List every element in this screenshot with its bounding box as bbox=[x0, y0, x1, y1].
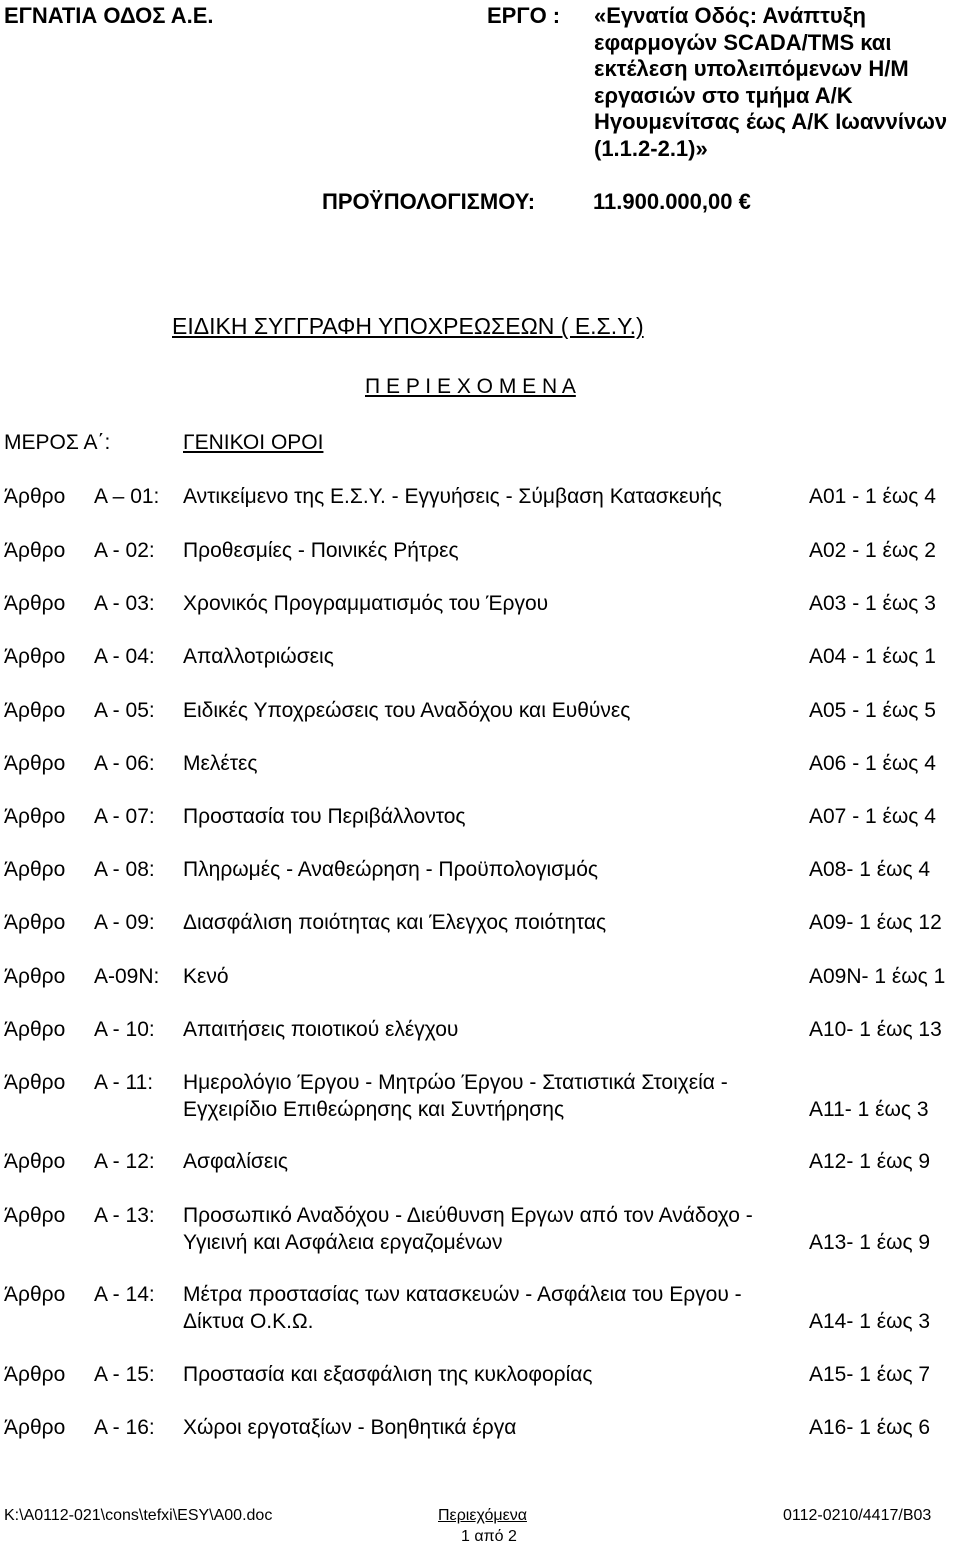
project-title bbox=[594, 2, 948, 161]
project-title-line: εκτέλεση υπολειπόμενων Η/Μ bbox=[594, 56, 909, 81]
article-title bbox=[183, 483, 722, 510]
article-title-line: Χρονικός Προγραμματισμός του Έργου bbox=[183, 592, 549, 615]
article-code: Α - 05: bbox=[94, 699, 155, 722]
article-title-line: Εγχειρίδιο Επιθεώρησης και Συντήρησης bbox=[183, 1097, 565, 1121]
article-pages: Α14- 1 έως 3 bbox=[809, 1309, 931, 1333]
article-row bbox=[0, 1281, 960, 1335]
article-code: Α - 04: bbox=[94, 645, 155, 668]
article-pages: Α11- 1 έως 3 bbox=[809, 1097, 929, 1121]
article-title-line: Απαλλοτριώσεις bbox=[183, 645, 334, 668]
article-code: Α - 08: bbox=[94, 858, 155, 881]
article-word: Άρθρο bbox=[4, 1018, 66, 1041]
article-title-line: Προστασία και εξασφάλιση της κυκλοφορίας bbox=[183, 1363, 593, 1386]
article-word: Άρθρο bbox=[4, 1071, 66, 1094]
project-title-line: εφαρμογών SCADA/TMS και bbox=[594, 29, 892, 55]
article-code: Α - 03: bbox=[94, 592, 155, 615]
article-title-line: Μελέτες bbox=[183, 752, 258, 775]
article-code: Α - 12: bbox=[94, 1150, 155, 1173]
article-title-line: Αντικείμενο της Ε.Σ.Υ. - Εγγυήσεις - Σύμβαση Κατασκευής bbox=[183, 485, 722, 508]
article-pages: Α12- 1 έως 9 bbox=[809, 1150, 931, 1173]
article-row bbox=[0, 1148, 960, 1202]
article-row bbox=[0, 1016, 960, 1070]
article-title bbox=[183, 697, 630, 724]
article-word: Άρθρο bbox=[4, 805, 66, 828]
article-title bbox=[183, 856, 598, 883]
article-title-line: Διασφάλιση ποιότητας και Έλεγχος ποιότητας bbox=[183, 911, 607, 934]
article-row bbox=[0, 1202, 960, 1256]
article-title-line: Ειδικές Υποχρεώσεις του Αναδόχου και Ευθύνες bbox=[183, 699, 631, 722]
article-row bbox=[0, 1414, 960, 1468]
article-word: Άρθρο bbox=[4, 1283, 66, 1306]
article-title-line: Πληρωμές - Αναθεώρηση - Προϋπολογισμός bbox=[183, 858, 599, 881]
article-code: Α - 11: bbox=[94, 1071, 154, 1094]
article-pages: Α16- 1 έως 6 bbox=[809, 1416, 931, 1439]
article-pages: Α06 - 1 έως 4 bbox=[809, 752, 936, 775]
project-title-line: εργασιών στο τμήμα Α/Κ bbox=[594, 82, 853, 108]
article-title bbox=[183, 1361, 593, 1388]
article-title-line: Ασφαλίσεις bbox=[183, 1150, 288, 1173]
article-pages: Α15- 1 έως 7 bbox=[809, 1363, 931, 1386]
article-title-line: Χώροι εργοταξίων - Βοηθητικά έργα bbox=[183, 1416, 517, 1439]
part-label: ΜΕΡΟΣ Α΄: bbox=[4, 431, 111, 454]
article-title bbox=[183, 803, 466, 830]
spec-title: ΕΙΔΙΚΗ ΣΥΓΓΡΑΦΗ ΥΠΟΧΡΕΩΣΕΩΝ ( Ε.Σ.Υ.) bbox=[172, 313, 644, 339]
article-row bbox=[0, 1069, 960, 1123]
article-pages: Α04 - 1 έως 1 bbox=[809, 645, 936, 668]
article-title bbox=[183, 1016, 458, 1043]
article-word: Άρθρο bbox=[4, 858, 66, 881]
article-title-line: Προσωπικό Αναδόχου - Διεύθυνση Εργων από τον Ανάδοχο - bbox=[183, 1204, 753, 1227]
project-label: ΕΡΓΟ : bbox=[487, 3, 561, 28]
article-title-line: Κενό bbox=[183, 965, 229, 988]
article-title-line: Μέτρα προστασίας των κατασκευών - Ασφάλεια του Εργου - bbox=[183, 1283, 742, 1306]
article-title-line: Υγιεινή και Ασφάλεια εργαζομένων bbox=[183, 1230, 503, 1254]
article-row bbox=[0, 643, 960, 697]
article-title bbox=[183, 909, 606, 936]
article-pages: Α13- 1 έως 9 bbox=[809, 1230, 931, 1254]
article-code: Α - 02: bbox=[94, 539, 155, 562]
article-title bbox=[183, 590, 548, 617]
article-title bbox=[183, 1281, 742, 1334]
article-title-line: Ημερολόγιο Έργου - Μητρώο Έργου - Στατιστικά Στοιχεία - bbox=[183, 1071, 728, 1094]
contents-heading: Π Ε Ρ Ι Ε Χ Ο Μ Ε Ν Α bbox=[365, 375, 576, 398]
article-pages: Α09- 1 έως 12 bbox=[809, 911, 942, 934]
article-pages: Α01 - 1 έως 4 bbox=[809, 485, 936, 508]
article-pages: Α07 - 1 έως 4 bbox=[809, 805, 936, 828]
article-title bbox=[183, 963, 229, 990]
article-code: Α-09Ν: bbox=[94, 965, 160, 988]
article-word: Άρθρο bbox=[4, 911, 66, 934]
article-code: Α - 14: bbox=[94, 1283, 155, 1306]
article-row bbox=[0, 750, 960, 804]
article-title-line: Προστασία του Περιβάλλοντος bbox=[183, 805, 466, 828]
article-word: Άρθρο bbox=[4, 485, 66, 508]
article-title-line: Δίκτυα Ο.Κ.Ω. bbox=[183, 1309, 314, 1333]
article-title bbox=[183, 1414, 516, 1441]
article-row bbox=[0, 963, 960, 1017]
article-title bbox=[183, 537, 459, 564]
article-word: Άρθρο bbox=[4, 1204, 66, 1227]
article-row bbox=[0, 803, 960, 857]
article-word: Άρθρο bbox=[4, 592, 66, 615]
article-row bbox=[0, 697, 960, 751]
article-code: Α - 16: bbox=[94, 1416, 155, 1439]
article-title bbox=[183, 1148, 288, 1175]
article-word: Άρθρο bbox=[4, 965, 66, 988]
article-row bbox=[0, 856, 960, 910]
article-row bbox=[0, 1361, 960, 1415]
article-word: Άρθρο bbox=[4, 1363, 66, 1386]
article-row bbox=[0, 537, 960, 591]
article-title bbox=[183, 1069, 728, 1122]
project-title-line: «Εγνατία Οδός: Ανάπτυξη bbox=[594, 3, 866, 28]
article-pages: Α09Ν- 1 έως 1 bbox=[809, 965, 946, 988]
article-pages: Α02 - 1 έως 2 bbox=[809, 539, 936, 562]
article-code: Α - 07: bbox=[94, 805, 155, 828]
article-word: Άρθρο bbox=[4, 699, 66, 722]
footer-section: Περιεχόμενα bbox=[438, 1507, 527, 1524]
budget-label: ΠΡΟΫΠΟΛΟΓΙΣΜΟΥ: bbox=[322, 189, 536, 214]
article-title-line: Απαιτήσεις ποιοτικού ελέγχου bbox=[183, 1018, 459, 1041]
article-code: Α - 13: bbox=[94, 1204, 155, 1227]
article-pages: Α05 - 1 έως 5 bbox=[809, 699, 936, 722]
article-word: Άρθρο bbox=[4, 752, 66, 775]
article-code: Α - 09: bbox=[94, 911, 155, 934]
article-pages: Α08- 1 έως 4 bbox=[809, 858, 931, 881]
article-code: Α – 01: bbox=[94, 485, 160, 508]
part-title: ΓΕΝΙΚΟΙ ΟΡΟΙ bbox=[183, 431, 324, 454]
article-word: Άρθρο bbox=[4, 1150, 66, 1173]
footer-page-number: 1 από 2 bbox=[461, 1528, 517, 1545]
footer-file-path: K:\A0112-021\cons\tefxi\ESY\A00.doc bbox=[4, 1507, 273, 1524]
article-row bbox=[0, 483, 960, 537]
article-code: Α - 10: bbox=[94, 1018, 155, 1041]
article-code: Α - 06: bbox=[94, 752, 155, 775]
article-title bbox=[183, 750, 258, 777]
article-pages: Α03 - 1 έως 3 bbox=[809, 592, 936, 615]
article-word: Άρθρο bbox=[4, 539, 66, 562]
article-row bbox=[0, 909, 960, 963]
project-title-line: Ηγουμενίτσας έως Α/Κ Ιωαννίνων bbox=[594, 109, 948, 134]
organization-name: ΕΓΝΑΤΙΑ ΟΔΟΣ Α.Ε. bbox=[4, 3, 214, 28]
article-title-line: Προθεσμίες - Ποινικές Ρήτρες bbox=[183, 539, 459, 562]
article-title bbox=[183, 643, 334, 670]
article-title bbox=[183, 1202, 753, 1255]
article-row bbox=[0, 590, 960, 644]
footer-doc-code: 0112-0210/4417/Β03 bbox=[783, 1507, 932, 1524]
budget-value: 11.900.000,00 € bbox=[593, 189, 751, 214]
article-word: Άρθρο bbox=[4, 645, 66, 668]
article-word: Άρθρο bbox=[4, 1416, 66, 1439]
project-title-line: (1.1.2-2.1)» bbox=[594, 135, 708, 161]
article-pages: Α10- 1 έως 13 bbox=[809, 1018, 942, 1041]
article-code: Α - 15: bbox=[94, 1363, 155, 1386]
